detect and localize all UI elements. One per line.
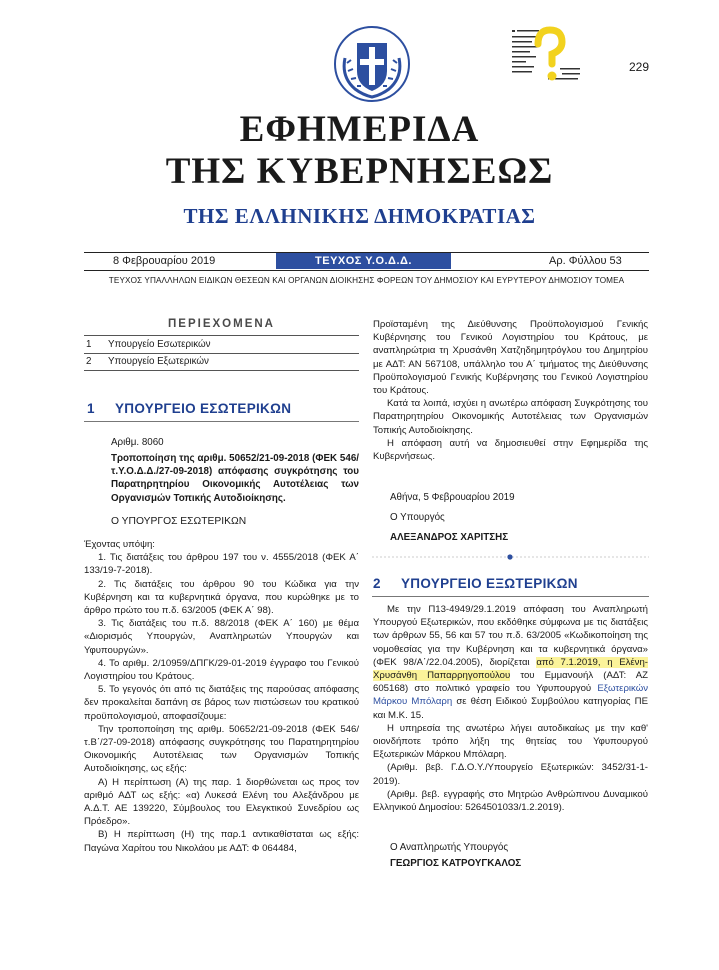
decision-title: Τροποποίηση της αριθμ. 50652/21-09-2018 (ΦΕΚ 546/τ.Υ.Ο.Δ.Δ./27-09-2018) απόφασης συγκρότησης του Παρατηρητηρίου Οικονομικής Αυτοτέλειας των Οργανισμών Τοπικής Αυτοδιοίκησης. xyxy=(111,453,359,504)
body-paragraph: 5. Το γεγονός ότι από τις διατάξεις της παρούσας απόφασης δεν προκαλείται δαπάνη σε βάρος των πιστώσεων του κρατικού προϋπολογισμού, αποφασίζουμε: xyxy=(84,684,359,722)
page-number: 229 xyxy=(629,60,650,74)
minister-line: Ο ΥΠΟΥΡΓΟΣ ΕΣΩΤΕΡΙΚΩΝ xyxy=(111,516,247,527)
body-paragraph: 3. Τις διατάξεις του π.δ. 88/2018 (ΦΕΚ Α΄ 160) με θέμα «Διορισμός Υπουργών, Αναπληρωτών Υπουργών και Υφυπουργών». xyxy=(84,618,359,656)
signature-block xyxy=(390,488,515,548)
masthead-title-line2: ΤΗΣ ΚΥΒΕΡΝΗΣΕΩΣ xyxy=(165,151,554,192)
body-paragraph: Κατά τα λοιπά, ισχύει η ανωτέρω απόφαση Συγκρότησης του Παρατηρητηρίου Οικονομικής Αυτοτέλειας των Οργανισμών Τοπικής Αυτοδιοίκησης. xyxy=(373,398,648,436)
section-title: ΥΠΟΥΡΓΕΙΟ ΕΞΩΤΕΡΙΚΩΝ xyxy=(401,576,578,591)
paragraph-text: του Εμμανουήλ (ΑΔΤ: ΑΖ 605168) στο πολιτικό γραφείο του Υφυπουργού xyxy=(373,670,649,695)
section-1-body xyxy=(84,538,359,855)
section-divider xyxy=(372,547,649,553)
body-paragraph: 4. Το αριθμ. 2/10959/ΔΠΓΚ/29-01-2019 έγγραφο του Γενικού Λογιστηρίου του Κράτους. xyxy=(84,657,359,683)
section-rule xyxy=(372,596,649,597)
issue-date: 8 Φεβρουαρίου 2019 xyxy=(113,255,216,267)
body-paragraph: Προϊσταμένη της Διεύθυνσης Προϋπολογισμού Γενικής Κυβέρνησης του Γενικού Λογιστηρίου του Κράτους, με αναπληρώτρια τη Χρυσάνθη Χατζηδημητρόγλου του Δημητρίου με ΑΔΤ: ΑΝ 567108, υπάλληλο του Α΄ τμήματος της Διεύθυνσης Προϋπολογισμού Γενικής Κυβέρνησης του Γενικού Λογιστηρίου του Κράτους. xyxy=(373,319,648,397)
body-paragraph: Την τροποποίηση της αριθμ. 50652/21-09-2018 (ΦΕΚ 546/τ.Β΄/27-09-2018) απόφασης συγκρότησης του Παρατηρητηρίου Οικονομικής Αυτοτέλειας των Οργανισμών Τοπικής Αυτοδιοίκησης, ως εξής: xyxy=(84,723,359,775)
section-2-heading xyxy=(373,576,578,591)
body-paragraph: 1. Τις διατάξεις του άρθρου 197 του ν. 4555/2018 (ΦΕΚ Α΄ 133/19-7-2018). xyxy=(84,552,359,577)
signer-role: Ο Υπουργός xyxy=(390,512,445,523)
paragraph-text: Με την Π13-4949/29.1.2019 απόφαση του Αναπληρωτή Υπουργού Εξωτερικών, που εκδόθηκε σύμφωνα με τις διατάξεις των άρθρων 55, 56 και 57 του π.δ. 63/2005 «Κωδικοποίηση της νομοθεσίας για την Κυβέρνηση και τα κυβερνητικά όργανα» (ΦΕΚ 98/Α΄/22.04.2005), διορίζεται xyxy=(373,604,648,668)
body-paragraph xyxy=(373,603,648,722)
body-paragraph: Η υπηρεσία της ανωτέρω λήγει αυτοδικαίως με την καθ' οιονδήποτε τρόπο λήξη της θητείας του Υφυπουργού Εξωτερικών Μάρκου Μπόλαρη. xyxy=(373,722,648,761)
section-2-body xyxy=(373,603,648,814)
blue-text: Εξωτερικών Μάρκου Μπόλαρη xyxy=(373,683,649,708)
masthead-title-line3: ΤΗΣ ΕΛΛΗΝΙΚΗΣ ΔΗΜΟΚΡΑΤΙΑΣ xyxy=(183,204,536,228)
body-paragraph: Β) Η περίπτωση (Η) της παρ.1 αντικαθίσταται ως εξής: Παγώνα Χαρίτου του Νικολάου με ΑΔΤ: Φ 064484, xyxy=(84,829,359,854)
toc-row-number: 1 xyxy=(86,339,92,350)
qr-code-stamp xyxy=(508,26,586,86)
section-number: 2 xyxy=(373,576,381,591)
greek-coat-of-arms-emblem xyxy=(333,25,411,103)
toc-row[interactable] xyxy=(84,335,359,354)
body-paragraph: 2. Τις διατάξεις του άρθρου 90 του Κώδικα για την Κυβέρνηση και τα κυβερνητικά όργανα, που κυρώθηκε με το άρθρο πρώτο του π.δ. 63/2005 (ΦΕΚ Α΄ 98). xyxy=(84,578,359,617)
masthead-title-line1: ΕΦΗΜΕΡΙΔΑ xyxy=(239,109,480,150)
highlighted-text: από 7.1.2019, η Ελένη-Χρυσάνθη Παπαρρηγοπούλου xyxy=(373,656,648,682)
place-date: Αθήνα, 5 Φεβρουαρίου 2019 xyxy=(390,492,515,503)
toc-row-label: Υπουργείο Εσωτερικών xyxy=(108,339,211,350)
signer-name: ΑΛΕΞΑΝΔΡΟΣ ΧΑΡΙΤΣΗΣ xyxy=(390,532,509,543)
toc-row[interactable] xyxy=(84,353,359,371)
body-paragraph: Α) Η περίπτωση (Α) της παρ. 1 διορθώνεται ως προς τον αριθμό ΑΔΤ ως εξής: «α) Λυκεσά Ελένη του Αλεξάνδρου με Α.Δ.Τ. ΑΕ 139220, Σύμβουλος του Ελεγκτικού Συνεδρίου ως Πρόεδρο». xyxy=(84,776,359,828)
toc-row-label: Υπουργείο Εξωτερικών xyxy=(108,356,209,367)
body-paragraph: Η απόφαση αυτή να δημοσιευθεί στην Εφημερίδα της Κυβερνήσεως. xyxy=(373,437,648,463)
paragraph-text: σε θέση Ειδικού Συμβούλου κατηγορίας ΠΕ και Μ.Κ. 15. xyxy=(373,696,648,721)
body-paragraph: (Αριθμ. βεβ. Γ.Δ.Ο.Υ./Υπουργείο Εξωτερικών: 3452/31-1-2019). xyxy=(373,762,648,787)
issue-subtitle: ΤΕΥΧΟΣ ΥΠΑΛΛΗΛΩΝ ΕΙΔΙΚΩΝ ΘΕΣΕΩΝ ΚΑΙ ΟΡΓΑΝΩΝ ΔΙΟΙΚΗΣΗΣ ΦΟΡΕΩΝ ΤΟΥ ΔΗΜΟΣΙΟΥ ΚΑΙ ΕΥΡΥΤΕΡΟΥ ΔΗΜΟΣΙΟΥ ΤΟΜΕΑ xyxy=(108,276,625,285)
section-1-heading xyxy=(87,401,291,416)
header-rule-bottom xyxy=(84,270,649,271)
issue-type-badge: ΤΕΥΧΟΣ Υ.Ο.Δ.Δ. xyxy=(276,253,451,269)
section-1-continuation xyxy=(373,318,648,463)
toc-row-number: 2 xyxy=(86,356,92,367)
signer-name: ΓΕΩΡΓΙΟΣ ΚΑΤΡΟΥΓΚΑΛΟΣ xyxy=(390,858,522,869)
body-paragraph: (Αριθμ. βεβ. εγγραφής στο Μητρώο Ανθρώπινου Δυναμικού Ελληνικού Δημοσίου: 5264501033/1.2.2019). xyxy=(373,788,648,814)
toc-heading: ΠΕΡΙΕΧΟΜΕΝΑ xyxy=(168,318,275,330)
body-paragraph: Έχοντας υπόψη: xyxy=(84,539,155,550)
decision-number: Αριθμ. 8060 xyxy=(111,437,164,448)
section-rule xyxy=(84,421,359,422)
signature-block xyxy=(390,840,521,872)
sheet-number: Αρ. Φύλλου 53 xyxy=(549,255,622,267)
section-number: 1 xyxy=(87,401,95,416)
section-title: ΥΠΟΥΡΓΕΙΟ ΕΣΩΤΕΡΙΚΩΝ xyxy=(115,401,292,416)
signer-role: Ο Αναπληρωτής Υπουργός xyxy=(390,842,509,853)
